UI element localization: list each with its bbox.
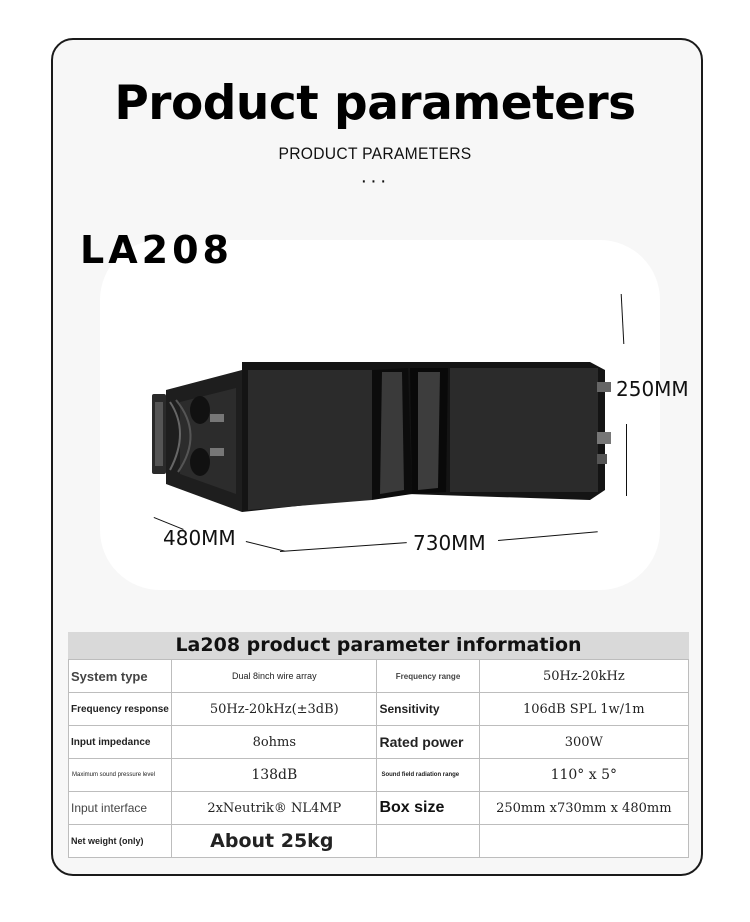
table-row	[69, 825, 689, 858]
model-name: LA208	[80, 228, 233, 272]
param-label: Maximum sound pressure level	[69, 759, 172, 792]
param-label	[377, 825, 479, 858]
param-label: Input interface	[69, 792, 172, 825]
param-label: Sound field radiation range	[377, 759, 479, 792]
table-row	[69, 759, 689, 792]
param-label: Frequency response	[69, 693, 172, 726]
param-label: Frequency range	[377, 660, 479, 693]
table-row	[69, 792, 689, 825]
param-label: Input impedance	[69, 726, 172, 759]
param-value: 50Hz-20kHz	[479, 660, 688, 693]
table-row	[69, 726, 689, 759]
table-row	[69, 693, 689, 726]
param-label: System type	[69, 660, 172, 693]
page-subtitle: PRODUCT PARAMETERS	[278, 144, 472, 163]
param-label: Box size	[377, 792, 479, 825]
param-value: 250mm x730mm x 480mm	[479, 792, 688, 825]
height-dimension: 250MM	[616, 377, 689, 401]
param-label: Net weight (only)	[69, 825, 172, 858]
param-value: 106dB SPL 1w/1m	[479, 693, 688, 726]
height-line-bottom	[626, 424, 627, 496]
speaker-image	[150, 362, 615, 512]
width-dimension: 730MM	[413, 531, 486, 555]
param-value: Dual 8inch wire array	[172, 660, 377, 693]
depth-dimension: 480MM	[163, 526, 236, 550]
param-value: 2xNeutrik® NL4MP	[172, 792, 377, 825]
param-label: Sensitivity	[377, 693, 479, 726]
param-value: 300W	[479, 726, 688, 759]
table-row	[69, 660, 689, 693]
param-value	[479, 825, 688, 858]
decorative-dots: ···	[360, 170, 390, 192]
param-value: 8ohms	[172, 726, 377, 759]
param-value: About 25kg	[172, 825, 377, 858]
param-value: 110° x 5°	[479, 759, 688, 792]
param-value: 138dB	[172, 759, 377, 792]
parameter-grid	[68, 659, 689, 858]
param-value: 50Hz-20kHz(±3dB)	[172, 693, 377, 726]
param-label: Rated power	[377, 726, 479, 759]
parameter-table	[68, 632, 689, 858]
page-title: Product parameters	[114, 76, 636, 131]
table-heading: La208 product parameter information	[68, 632, 689, 659]
